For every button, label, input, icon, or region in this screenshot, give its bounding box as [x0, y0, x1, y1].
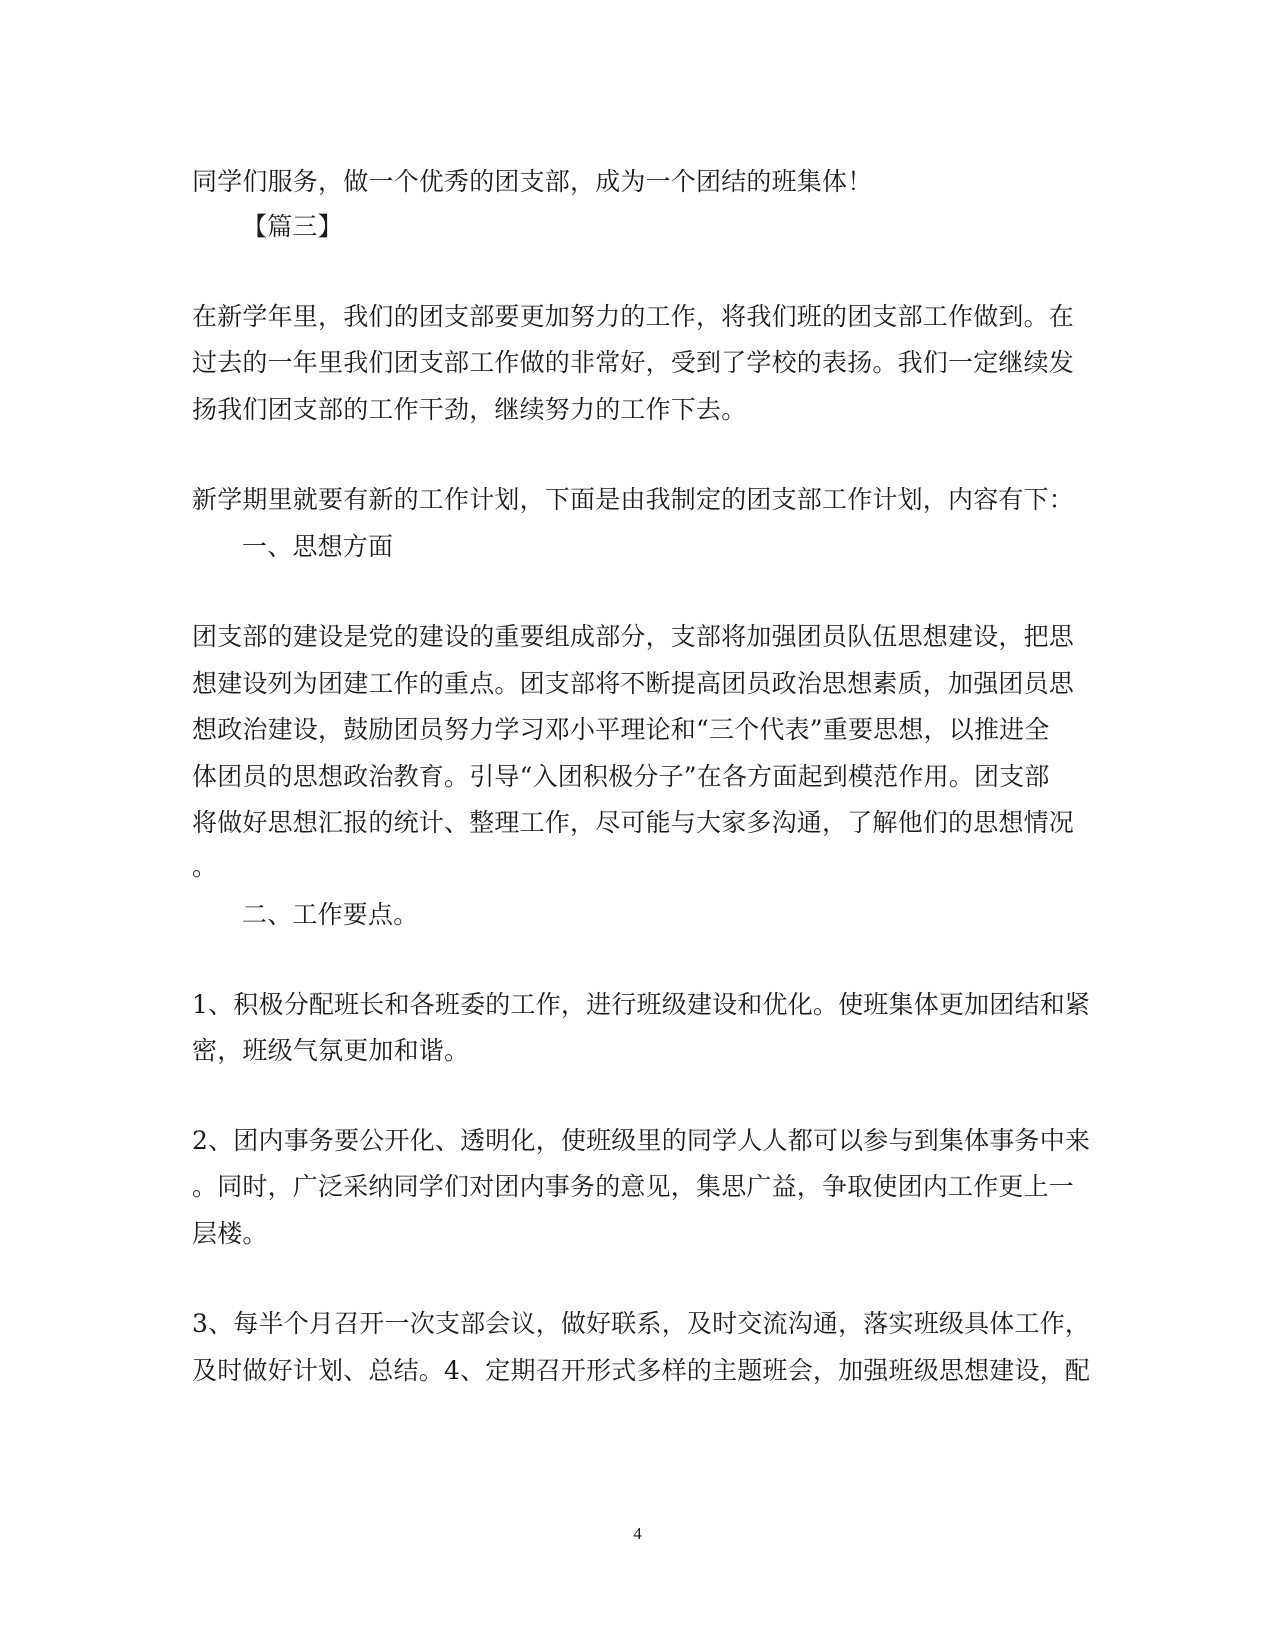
page-number: 4 [633, 1524, 642, 1543]
text-line: 。 [192, 852, 218, 881]
text-line: 1、积极分配班长和各班委的工作，进行班级建设和优化。使班集体更加团结和紧 [192, 990, 1091, 1019]
text-line: 。同时，广泛采纳同学们对团内事务的意见，集思广益，争取使团内工作更上一 [192, 1172, 1075, 1201]
text-line: 过去的一年里我们团支部工作做的非常好，受到了学校的表扬。我们一定继续发 [192, 348, 1075, 377]
text-line: 密，班级气氛更加和谐。 [192, 1036, 470, 1065]
text-line: 将做好思想汇报的统计、整理工作，尽可能与大家多沟通，了解他们的思想情况 [192, 808, 1075, 837]
text-line: 扬我们团支部的工作干劲，继续努力的工作下去。 [192, 395, 747, 424]
text-line: 新学期里就要有新的工作计划，下面是由我制定的团支部工作计划，内容有下： [192, 485, 1075, 514]
text-line: 层楼。 [192, 1219, 268, 1248]
text-line: 想建设列为团建工作的重点。团支部将不断提高团员政治思想素质，加强团员思 [192, 669, 1075, 698]
text-line: 团支部的建设是党的建设的重要组成部分，支部将加强团员队伍思想建设，把思 [192, 622, 1075, 651]
text-line: 体团员的思想政治教育。引导“入团积极分子”在各方面起到模范作用。团支部 [192, 762, 1050, 791]
text-line: 在新学年里，我们的团支部要更加努力的工作，将我们班的团支部工作做到。在 [192, 302, 1075, 331]
text-line: 想政治建设，鼓励团员努力学习邓小平理论和“三个代表”重要思想，以推进全 [192, 715, 1050, 744]
section-heading: 【篇三】 [242, 212, 343, 241]
subsection-heading: 一、思想方面 [242, 532, 394, 561]
text-line: 同学们服务，做一个优秀的团支部，成为一个团结的班集体！ [192, 167, 873, 196]
text-line: 2、团内事务要公开化、透明化，使班级里的同学人人都可以参与到集体事务中来 [192, 1126, 1091, 1155]
subsection-heading: 二、工作要点。 [242, 900, 419, 929]
text-line: 及时做好计划、总结。4、定期召开形式多样的主题班会，加强班级思想建设，配 [192, 1356, 1091, 1385]
text-line: 3、每半个月召开一次支部会议，做好联系，及时交流沟通，落实班级具体工作， [192, 1309, 1091, 1338]
